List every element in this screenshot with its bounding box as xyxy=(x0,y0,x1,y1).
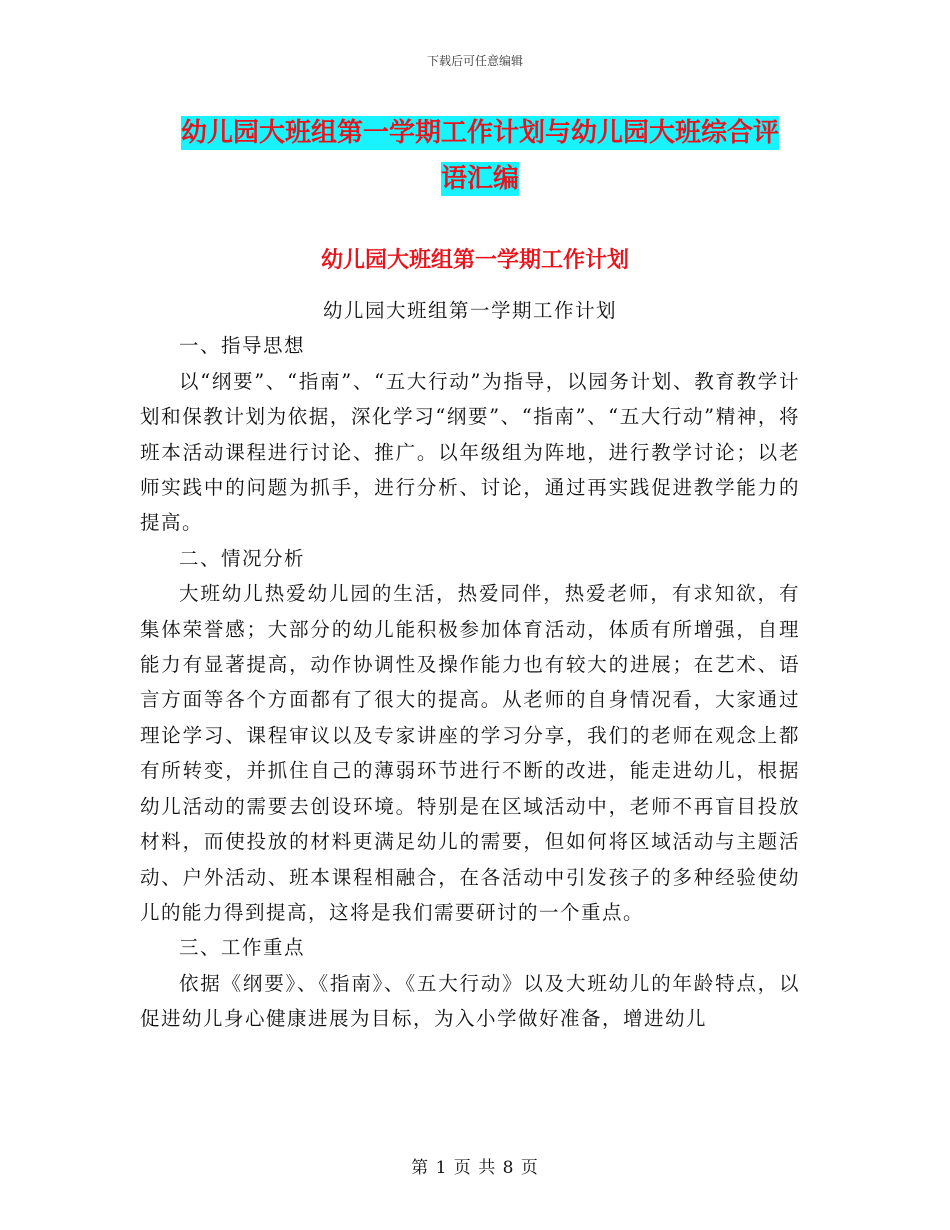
header-note: 下载后可任意编辑 xyxy=(426,54,523,68)
document-body xyxy=(140,293,800,1037)
paragraph-situation-analysis: 大班幼儿热爱幼儿园的生活，热爱同伴，热爱老师，有求知欲，有集体荣誉感；大部分的幼儿能积极参加体育活动，体质有所增强，自理能力有显著提高，动作协调性及操作能力也有较大的进展；在艺术、语言方面等各个方面都有了很大的提高。从老师的自身情况看，大家通过理论学习、课程审议以及专家讲座的学习分享，我们的老师在观念上都有所转变，并抓住自己的薄弱环节进行不断的改进，能走进幼儿，根据幼儿活动的需要去创设环境。特别是在区域活动中，老师不再盲目投放材料，而使投放的材料更满足幼儿的需要，但如何将区域活动与主题活动、户外活动、班本课程相融合，在各活动中引发孩子的多种经验使幼儿的能力得到提高，这将是我们需要研讨的一个重点。 xyxy=(140,582,800,924)
document-title-line-1: 幼儿园大班组第一学期工作计划与幼儿园大班综合评 xyxy=(180,118,779,148)
document-title-line-2: 语汇编 xyxy=(440,164,519,194)
heading-situation-analysis: 二、情况分析 xyxy=(179,546,306,570)
body-subtitle: 幼儿园大班组第一学期工作计划 xyxy=(322,299,617,322)
page-number-footer: 第 1 页 共 8 页 xyxy=(411,1158,539,1178)
section-heading: 幼儿园大班组第一学期工作计划 xyxy=(320,247,629,273)
document-title xyxy=(140,110,820,202)
heading-work-focus: 三、工作重点 xyxy=(179,936,306,960)
paragraph-work-focus: 依据《纲要》、《指南》、《五大行动》以及大班幼儿的年龄特点，以促进幼儿身心健康进展为目标，为入小学做好准备，增进幼儿 xyxy=(140,971,800,1031)
paragraph-guiding-ideology: 以“纲要”、“指南”、“五大行动”为指导，以园务计划、教育教学计划和保教计划为依据，深化学习“纲要”、“指南”、“五大行动”精神，将班本活动课程进行讨论、推广。以年级组为阵地，进行教学讨论；以老师实践中的问题为抓手，进行分析、讨论，通过再实践促进教学能力的提高。 xyxy=(140,369,800,535)
heading-guiding-ideology: 一、指导思想 xyxy=(179,334,306,358)
